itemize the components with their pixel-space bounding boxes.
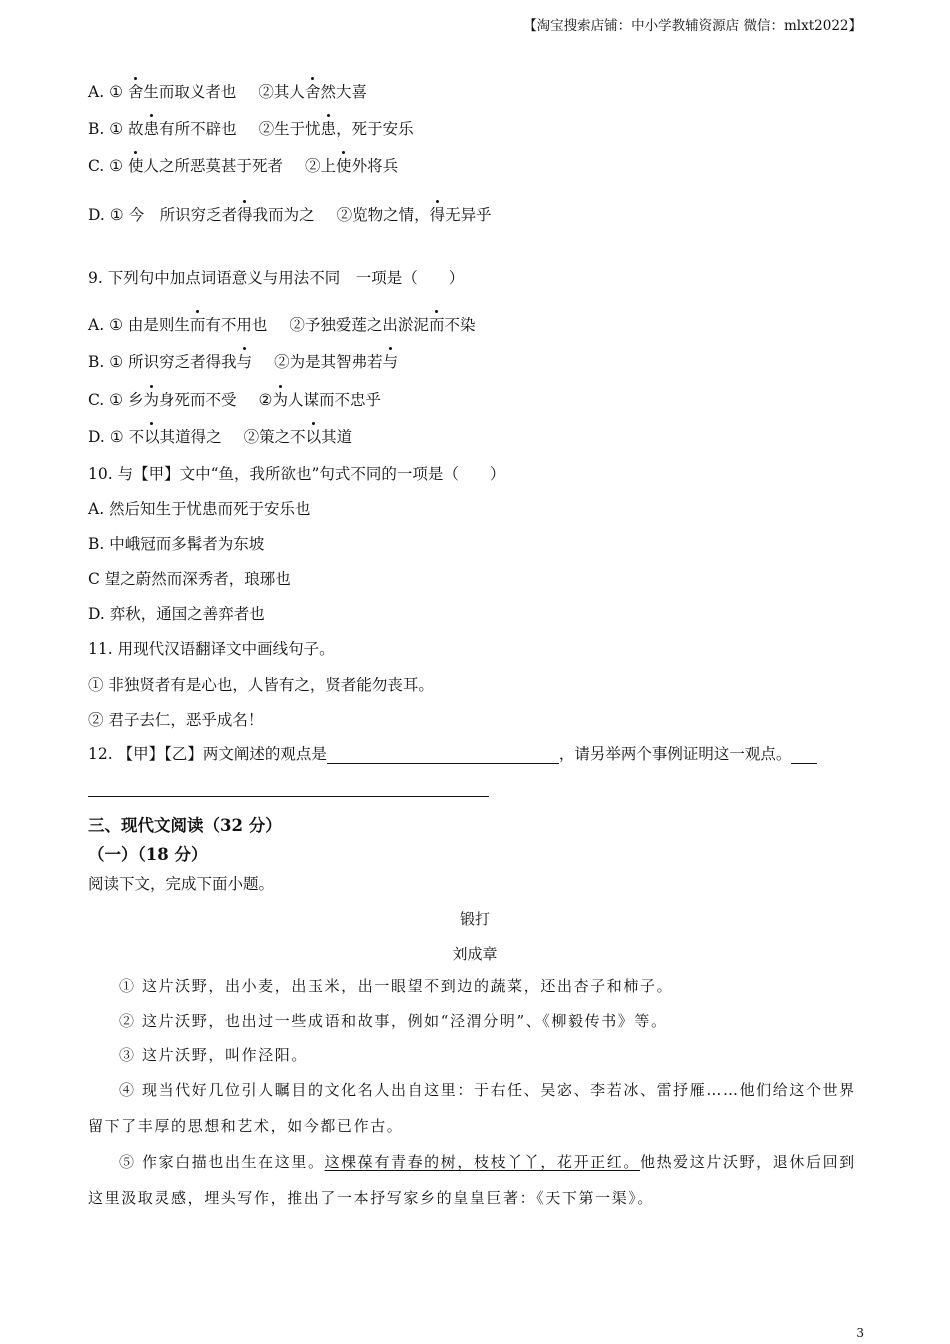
option-label: B.: [88, 353, 105, 371]
clause-a-post: 有不用也: [205, 316, 268, 334]
option-label: B.: [88, 120, 105, 138]
q9-option-c: [88, 390, 381, 410]
clause-a-post: 有所不辟也: [159, 120, 237, 138]
clause-a-pre: ① 由是则生: [109, 316, 190, 334]
q8-option-a: [88, 82, 367, 102]
article-paragraph-5: [88, 1144, 860, 1216]
option-label: D.: [88, 428, 105, 446]
p5-part-a: ⑤ 作家白描也出生在这里。: [119, 1153, 325, 1171]
option-label: D.: [88, 206, 105, 224]
clause-a-dotted-word: 与: [236, 353, 253, 371]
clause-a-dotted-word: 为: [143, 391, 160, 409]
q8-option-d: [88, 205, 492, 225]
section-subheading: （一）（18 分）: [88, 845, 208, 864]
page-number: 3: [856, 1326, 864, 1340]
clause-b-post: 无异乎: [445, 206, 492, 224]
clause-b-post: 人谋而不忠乎: [287, 391, 381, 409]
article-author: 刘成章: [452, 945, 498, 963]
clause-a-post: 生而取义者也: [143, 83, 237, 101]
q12-answer-blank-2[interactable]: [791, 747, 817, 764]
clause-b-dotted-word: 使: [336, 157, 352, 175]
clause-a-post: 人之所恶莫甚于死者: [143, 157, 284, 175]
clause-a-dotted-word: 患: [143, 120, 160, 138]
q12-answer-line[interactable]: [88, 796, 489, 797]
clause-b-pre: ②其人: [258, 83, 305, 101]
q11-stem: 11. 用现代汉语翻译文中画线句子。: [88, 640, 335, 658]
clause-a-dotted-word: 以: [144, 428, 160, 446]
clause-b-dotted-word: 得: [429, 206, 446, 224]
q10-option-b: B. 中峨冠而多髯者为东坡: [88, 535, 265, 553]
clause-a-dotted-word: 而: [189, 316, 206, 334]
clause-a-post: 身死而不受: [159, 391, 237, 409]
clause-a-pre: ① 今 所识穷乏者: [109, 206, 238, 224]
clause-b-post: 不染: [444, 316, 476, 334]
clause-b-pre: ②上: [305, 157, 337, 175]
q11-item-1: ① 非独贤者有是心也，人皆有之，贤者能勿丧耳。: [88, 676, 434, 694]
clause-a-pre: ①: [109, 157, 128, 175]
q8-option-b: [88, 119, 414, 139]
clause-b-pre: ②策之不: [243, 428, 306, 446]
clause-b-post: ，死于安乐: [336, 120, 414, 138]
page-header-watermark: 【淘宝搜索店铺：中小学教辅资源店 微信：mlxt2022】: [523, 18, 862, 34]
option-label: C.: [88, 157, 105, 175]
clause-b-post: 外将兵: [351, 157, 399, 175]
reading-instruction: 阅读下文，完成下面小题。: [88, 875, 275, 893]
clause-a-dotted-word: 舍: [127, 83, 144, 101]
clause-b-pre: ②生于忧: [258, 120, 321, 138]
q12-answer-blank[interactable]: [327, 747, 559, 764]
option-label: A.: [88, 316, 105, 334]
clause-b-pre: ②: [258, 391, 273, 409]
clause-b-dotted-word: 患: [320, 120, 337, 138]
q9-option-d: [88, 427, 352, 447]
q10-stem: 10. 与【甲】文中“鱼，我所欲也”句式不同的一项是（ ）: [88, 465, 506, 483]
q9-option-a: [88, 315, 475, 335]
article-title: 锻打: [459, 910, 490, 928]
article-paragraph-3: ③ 这片沃野，叫作泾阳。: [119, 1046, 308, 1064]
clause-a-pre: ① 所识穷乏者得我: [109, 353, 237, 371]
p5-underlined-sentence: 这棵葆有青春的树，枝枝丫丫，花开正红。: [324, 1153, 640, 1171]
clause-b-post: 其道: [321, 428, 353, 446]
clause-a-dotted-word: 得: [237, 206, 253, 224]
q11-item-2: ② 君子去仁，恶乎成名！: [88, 711, 264, 729]
q9-stem: 9. 下列句中加点词语意义与用法不同 一项是（ ）: [88, 269, 465, 287]
clause-a-pre: ① 故: [109, 120, 144, 138]
clause-b-pre: ②予独爱莲之出淤泥: [289, 316, 429, 334]
clause-b-dotted-word: 以: [305, 428, 322, 446]
article-paragraph-4: ④ 现当代好几位引人瞩目的文化名人出自这里：于右任、吴宓、李若冰、雷抒雁……他们给这个世界留下了丰厚的思想和艺术，如今都已作古。: [88, 1081, 856, 1135]
clause-b-dotted-word: 与: [382, 353, 399, 371]
clause-b-post: 然大喜: [320, 83, 367, 101]
clause-b-dotted-word: 为: [272, 391, 288, 409]
clause-a-post: 其道得之: [159, 428, 222, 446]
article-paragraph-2: ② 这片沃野，也出过一些成语和故事，例如“泾渭分明”、《柳毅传书》等。: [119, 1012, 668, 1030]
q10-option-d: D. 弈秋，通国之善弈者也: [88, 605, 265, 623]
q12-stem-part-b: ，请另举两个事例证明这一观点。: [558, 745, 792, 763]
clause-b-dotted-word: 而: [428, 316, 445, 334]
p5-part-b: 他热爱这片沃野，退休后回到这里汲取灵感，埋头写作，推出了一本抒写家乡的皇皇巨著：《天下第一渠》。: [88, 1153, 856, 1207]
clause-b-pre: ②为是其智弗若: [274, 353, 383, 371]
q8-option-c: [88, 156, 398, 176]
clause-b-dotted-word: 舍: [304, 83, 321, 101]
clause-a-pre: ①: [109, 83, 128, 101]
q12-stem: [88, 744, 817, 764]
q10-option-c: C 望之蔚然而深秀者，琅琊也: [88, 570, 291, 588]
article-paragraph-1: ① 这片沃野，出小麦，出玉米，出一眼望不到边的蔬菜，还出杏子和柿子。: [119, 977, 674, 995]
clause-a-pre: ① 不: [109, 428, 145, 446]
section-heading: 三、现代文阅读（32 分）: [88, 816, 282, 835]
clause-a-post: 我而为之: [252, 206, 315, 224]
clause-a-pre: ① 乡: [109, 391, 144, 409]
q10-option-a: A. 然后知生于忧患而死于安乐也: [88, 500, 311, 518]
q12-stem-part-a: 12. 【甲】【乙】两文阐述的观点是: [88, 745, 327, 763]
option-label: A.: [88, 83, 105, 101]
clause-a-dotted-word: 使: [128, 157, 144, 175]
q9-option-b: [88, 352, 398, 372]
clause-b-pre: ②览物之情，: [336, 206, 430, 224]
option-label: C.: [88, 391, 105, 409]
